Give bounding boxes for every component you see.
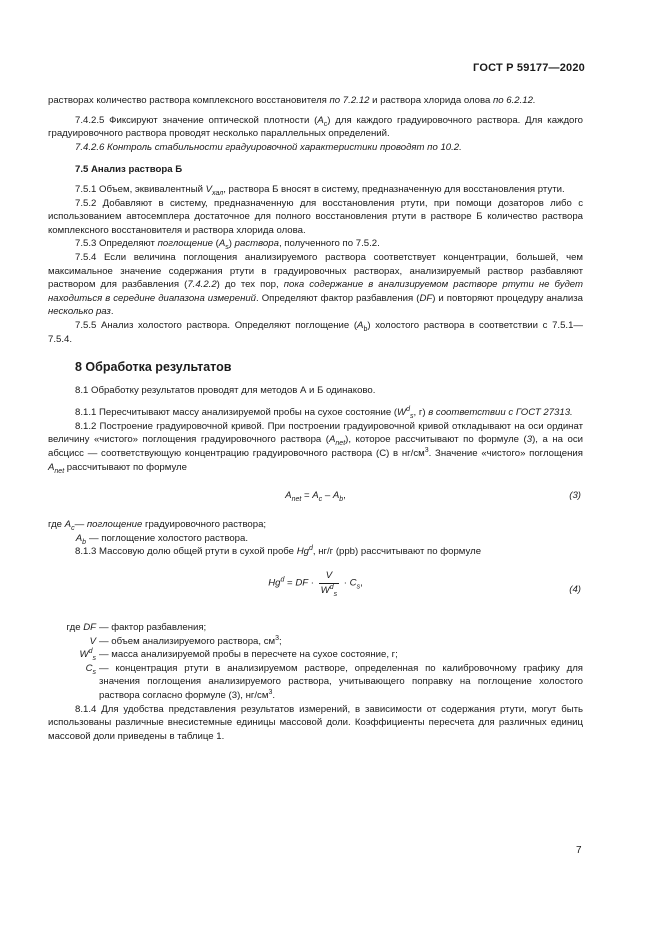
text: растворах количество раствора комплексного восстановителя <box>48 95 330 106</box>
text: рассчитывают по формуле <box>64 461 187 473</box>
text: 7.5.5 Анализ холостого раствора. Определяют поглощение ( <box>75 319 358 331</box>
where-symbol <box>48 532 89 546</box>
where-symbol <box>48 518 75 532</box>
symbol: A <box>285 490 292 502</box>
text: фактор разбавления; <box>111 622 207 634</box>
text: ) для каждого градуировочного раствора. Для каждого градуировочного раствора проводят несколько параллельных определений. <box>48 114 583 140</box>
symbol: V <box>89 635 96 647</box>
symbol: A <box>317 114 324 126</box>
text: — <box>99 622 112 634</box>
paragraph-7-5-2: 7.5.2 Добавляют в систему, предназначенную для восстановления ртути, при помощи дозаторов либо с использованием автосемплера достаточное для полного восстановления ртути в растворе Б количество раствора комплексного восстановителя и раствора хлорида олова. <box>48 197 583 236</box>
where-description <box>99 662 583 703</box>
where-block-4 <box>48 621 583 703</box>
formula-4-expression <box>48 569 583 597</box>
symbol: A <box>48 461 55 473</box>
text: — <box>99 649 112 661</box>
chapter-heading-8: 8 Обработка результатов <box>75 360 232 375</box>
superscript: d <box>280 576 285 584</box>
paragraph-8-1-3 <box>48 545 583 559</box>
text: несколько раз <box>48 306 111 318</box>
document-standard-id: ГОСТ Р 59177—2020 <box>473 62 585 74</box>
where-block-3 <box>48 518 583 545</box>
where-item <box>48 518 583 532</box>
text: 8.1.2 Построение градуировочной кривой. При построении градуировочной кривой откладывают на оси ординат величину «чистого» поглощения градуировочного раствора ( <box>48 420 583 446</box>
text: ) до тех пор, <box>216 279 284 291</box>
superscript: 3 <box>424 446 429 454</box>
paragraph-continuation <box>48 94 583 108</box>
text: где <box>66 622 84 634</box>
operator: = <box>301 490 313 502</box>
symbol: A <box>332 490 340 502</box>
section-heading-7-5: 7.5 Анализ раствора Б <box>75 164 183 176</box>
superscript: 3 <box>268 688 273 696</box>
text: ( <box>213 238 219 250</box>
operator: = <box>284 577 296 589</box>
symbol: DF <box>295 577 309 589</box>
text: 7.5.3 Определяют <box>75 238 158 250</box>
text: поглощение <box>86 519 143 531</box>
paragraph-7-5-3 <box>48 237 583 251</box>
operator: · <box>341 577 350 589</box>
operator: – <box>322 490 333 502</box>
symbol: W <box>320 584 330 596</box>
text: , полученного по 7.5.2. <box>278 238 380 250</box>
where-item <box>48 621 583 635</box>
symbol: V <box>205 183 213 195</box>
formula-3-number: (3) <box>569 490 581 502</box>
subscript: c <box>318 496 323 504</box>
text: в соответствии с ГОСТ 27313. <box>428 407 573 419</box>
subscript: net <box>54 467 65 475</box>
where-description <box>99 635 583 649</box>
subscript: s <box>410 413 414 421</box>
numerator: V <box>319 569 339 584</box>
subscript: хал <box>212 189 224 197</box>
symbol: C <box>85 662 93 674</box>
text: 7.4.2.5 Фиксируют значение оптической плотности ( <box>75 114 318 126</box>
text: и раствора хлорида олова <box>369 95 494 106</box>
formula-4 <box>48 569 583 611</box>
text: 8.1.1 Пересчитывают массу анализируемой пробы на сухое состояние ( <box>75 407 398 419</box>
where-item <box>48 662 583 703</box>
text: — <box>89 532 102 544</box>
where-item <box>48 532 583 546</box>
text: поглощение <box>157 238 214 250</box>
punctuation: , <box>360 577 363 589</box>
text: ) <box>228 238 235 250</box>
subscript: c <box>71 525 75 533</box>
text: . <box>110 306 114 318</box>
where-symbol <box>48 635 99 649</box>
text: — <box>99 635 112 647</box>
superscript: d <box>88 648 93 656</box>
symbol: A <box>64 519 72 531</box>
superscript: 3 <box>275 634 280 642</box>
formula-3 <box>48 482 583 510</box>
text: градуировочного раствора; <box>142 519 267 531</box>
symbol: A <box>218 238 226 250</box>
symbol: A <box>357 319 364 331</box>
text: 7.5.1 Объем, эквивалентный <box>75 183 206 195</box>
subscript: s <box>92 655 96 663</box>
where-item <box>48 635 583 649</box>
where-symbol <box>48 621 99 635</box>
text: раствора <box>234 238 279 250</box>
paragraph-8-1-1 <box>48 406 583 420</box>
where-symbol <box>48 648 99 662</box>
paragraph-7-5-1 <box>48 183 583 197</box>
paragraph-7-5-4 <box>48 251 583 319</box>
paragraph-7-4-2-6: 7.4.2.6 Контроль стабильности градуировочной характеристики проводят по 10.2. <box>75 141 462 153</box>
text: ), которое рассчитывают по формуле ( <box>345 434 527 446</box>
text: где <box>48 519 65 531</box>
text: ; <box>279 635 282 647</box>
superscript: d <box>406 406 411 414</box>
where-description <box>75 518 583 532</box>
text: ), а на оси абсцисс — соответствующую концентрацию градуировочного раствора (С) в нг/см <box>48 434 583 460</box>
text: концентрация ртути в анализируемом растворе, определенная по калибровочному графику для значения поглощения анализируемого раствора, учитывающего поправку на поглощение холостого раствора согласно формуле (3), нг/см <box>99 662 583 701</box>
subscript: b <box>363 325 368 333</box>
subscript: net <box>291 496 302 504</box>
document-body <box>48 94 583 743</box>
paragraph-7-4-2-5 <box>48 114 583 141</box>
subscript: net <box>335 440 346 448</box>
page-number: 7 <box>576 845 582 856</box>
text: , раствора Б вносят в систему, предназначенную для восстановления ртути. <box>223 183 565 195</box>
denominator <box>319 584 339 598</box>
symbol: DF <box>419 292 433 304</box>
formula-3-expression <box>48 489 583 503</box>
where-description <box>99 621 583 635</box>
text: 8.1.3 Массовую долю общей ртути в сухой пробе <box>75 546 297 558</box>
superscript: d <box>308 545 313 553</box>
symbol: Hg <box>296 546 309 558</box>
subscript: s <box>92 668 96 676</box>
subscript: b <box>82 538 86 546</box>
paragraph-8-1-2 <box>48 420 583 474</box>
text: масса анализируемой пробы в пересчете на сухое состояние, г; <box>111 649 398 661</box>
where-description <box>99 648 583 662</box>
symbol: A <box>75 532 83 544</box>
text: объем анализируемого раствора, см <box>111 635 276 647</box>
text: 7.5.4 Если величина поглощения анализируемого раствора соответствует концентрации, большей, чем максимальное значение содержания ртути в градуировочных растворах, анализируемый раствор разбавляют раствором для разбавления ( <box>48 251 583 291</box>
symbol: W <box>79 649 89 661</box>
symbol: C <box>349 577 357 589</box>
paragraph-8-1: 8.1 Обработку результатов проводят для методов А и Б одинаково. <box>75 384 376 396</box>
fraction <box>319 569 339 597</box>
subscript: b <box>339 496 344 504</box>
paragraph-8-1-4: 8.1.4 Для удобства представления результатов измерений, в зависимости от содержания ртути, могут быть использованы различные внесистемные единицы массовой доли. Коэффициенты пересчета для различных единиц массовой доли приведены в таблице 1. <box>48 703 583 742</box>
subscript: c <box>323 120 328 128</box>
text: — <box>74 519 87 531</box>
symbol: W <box>397 407 407 419</box>
text: . <box>272 690 276 701</box>
punctuation: , <box>343 490 346 502</box>
symbol: Hg <box>268 577 281 589</box>
text: . Значение «чистого» поглощения <box>428 448 583 460</box>
text: поглощение холостого раствора. <box>101 532 248 544</box>
subscript: s <box>356 583 361 591</box>
text: . Определяют фактор разбавления ( <box>256 292 420 304</box>
symbol: DF <box>83 622 96 634</box>
subscript: s <box>333 590 338 598</box>
text: — <box>99 662 116 674</box>
ref: 3 <box>526 434 533 446</box>
superscript: d <box>329 583 334 591</box>
symbol: A <box>329 434 336 446</box>
ref: 7.4.2.2 <box>187 279 217 291</box>
text: , нг/г (ppb) рассчитывают по формуле <box>312 546 482 558</box>
where-symbol <box>48 662 99 703</box>
text: ) и повторяют процедуру анализа <box>432 292 584 304</box>
ref: по 7.2.12 <box>329 95 370 106</box>
text: , г) <box>413 407 429 419</box>
paragraph-7-5-5 <box>48 319 583 346</box>
where-description <box>89 532 583 546</box>
where-item <box>48 648 583 662</box>
symbol: A <box>312 490 319 502</box>
formula-4-number: (4) <box>569 584 581 596</box>
subscript: s <box>225 244 229 252</box>
operator: · <box>308 577 317 589</box>
ref: по 6.2.12. <box>493 95 536 106</box>
text: ) холостого раствора в соответствии с 7.5.1—7.5.4. <box>48 319 584 345</box>
text: пока содержание в анализируемом растворе ртути не будет находиться в середине диапазона измерений <box>48 279 584 304</box>
